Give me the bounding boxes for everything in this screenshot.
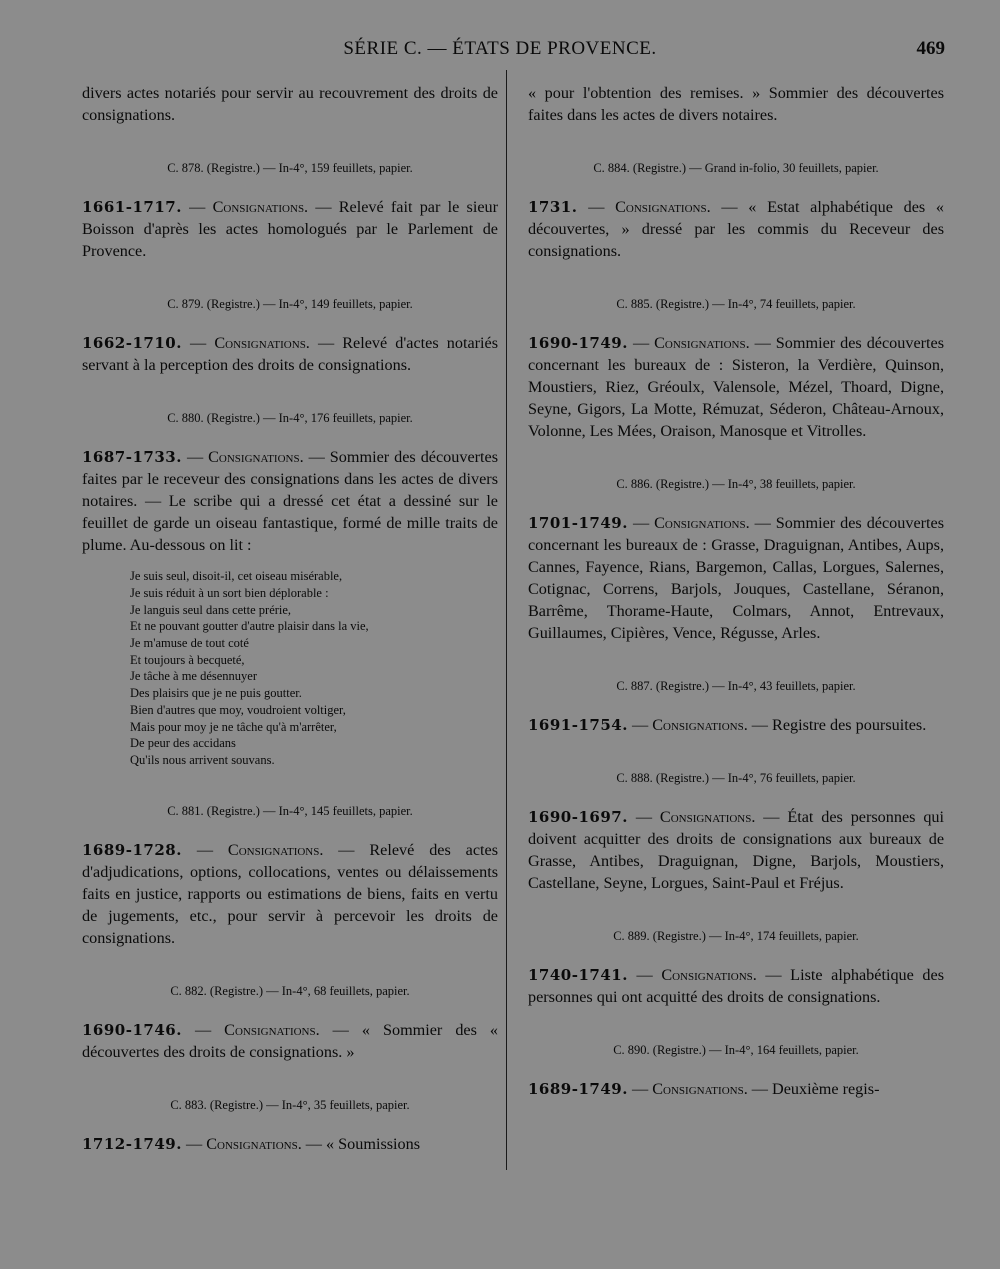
entry-dates: 1690-1749. bbox=[528, 334, 628, 353]
entry-body: 1689-1749. — Consignations. — Deuxième regis- bbox=[528, 1080, 880, 1099]
poem-line: Qu'ils nous arrivent souvans. bbox=[130, 752, 275, 767]
entry-category: Consignations. bbox=[659, 808, 756, 827]
entry-body: 1690-1697. — Consignations. — État des personnes qui doivent acquitter des droits de consignations aux bureaux de Grasse, Antibes, Draguignan, Digne, Barjols, Moustiers, Castellane, Seyne, Lorgues, Saint-Paul et Fréjus. bbox=[528, 808, 944, 893]
catalog-entry bbox=[528, 476, 944, 644]
entry-reference: C. 881. (Registre.) — In-4°, 145 feuillets, papier. bbox=[167, 803, 413, 818]
catalog-entry bbox=[528, 1042, 944, 1100]
catalog-entry bbox=[82, 983, 498, 1063]
continued-text: divers actes notariés pour servir au recouvrement des droits de consignations. bbox=[82, 84, 498, 125]
entry-dates: 1661-1717. bbox=[82, 198, 182, 217]
entry-text: — Deuxième regis- bbox=[747, 1080, 880, 1099]
right-column bbox=[528, 66, 944, 1100]
entry-reference: C. 880. (Registre.) — In-4°, 176 feuillets, papier. bbox=[167, 411, 413, 426]
entry-body: 1662-1710. — Consignations. — Relevé d'actes notariés servant à la perception des droits de consignations. bbox=[82, 334, 498, 375]
entry-body: 1691-1754. — Consignations. — Registre des poursuites. bbox=[528, 716, 927, 735]
entry-body: 1712-1749. — Consignations. — « Soumissions bbox=[82, 1134, 421, 1153]
entry-reference: C. 879. (Registre.) — In-4°, 149 feuillets, papier. bbox=[167, 297, 413, 312]
entry-category: Consignations. bbox=[615, 198, 711, 217]
entry-dates: 1712-1749. bbox=[82, 1134, 182, 1153]
catalog-entry bbox=[528, 770, 944, 894]
entry-dates: 1689-1749. bbox=[528, 1080, 628, 1099]
catalog-entry bbox=[528, 678, 944, 736]
entry-text: — « Soumissions bbox=[301, 1134, 421, 1153]
entry-reference: C. 878. (Registre.) — In-4°, 159 feuillets, papier. bbox=[167, 161, 413, 176]
poem bbox=[130, 568, 498, 768]
entry-dates: 1690-1746. bbox=[82, 1020, 182, 1039]
entry-body: 1731. — Consignations. — « Estat alphabétique des « découvertes, » dressé par les commis du Receveur des consignations. bbox=[528, 198, 944, 261]
entry-category: Consignations. bbox=[654, 514, 750, 533]
entry-body: 1740-1741. — Consignations. — Liste alphabétique des personnes qui ont acquitté des droits de consignations. bbox=[528, 966, 944, 1007]
entry-category: Consignations. bbox=[214, 334, 310, 353]
poem-line: Je m'amuse de tout coté bbox=[130, 636, 249, 650]
catalog-entry bbox=[82, 296, 498, 376]
entry-text: — Sommier des découvertes concernant les bureaux de : Sisteron, la Verdière, Quinson, Moustiers, Riez, Gréoulx, Valensole, Mézel, Thoard, Digne, Seyne, Gigors, La Motte, Rémuzat, Séderon, Château-Arnoux, Volonne, Les Mées, Oraison, Manosque et Vitrolles. bbox=[528, 334, 945, 441]
entry-dates: 1690-1697. bbox=[528, 808, 628, 827]
entry-reference: C. 887. (Registre.) — In-4°, 43 feuillets, papier. bbox=[616, 679, 856, 694]
entry-reference: C. 888. (Registre.) — In-4°, 76 feuillets, papier. bbox=[616, 771, 856, 786]
entry-body: 1689-1728. — Consignations. — Relevé des actes d'adjudications, options, collocations, ventes ou délaissements faits en justice, rapports ou estimations de biens, faits en vertu de jugements, etc., pour servir à percevoir les droits de consignations. bbox=[82, 840, 499, 947]
entry-category: Consignations. bbox=[206, 1134, 302, 1153]
entry-dates: 1662-1710. bbox=[82, 334, 182, 353]
continued-text: « pour l'obtention des remises. » Sommier des découvertes faites dans les actes de divers notaires. bbox=[528, 84, 944, 125]
entry-category: Consignations. bbox=[652, 716, 748, 735]
catalog-entry bbox=[82, 410, 498, 768]
entry-text: — « Sommier des « découvertes des droits de consignations. » bbox=[82, 1020, 498, 1061]
entry-category: Consignations. bbox=[661, 966, 757, 985]
entry-dates: 1701-1749. bbox=[528, 514, 628, 533]
poem-line: Bien d'autres que moy, voudroient voltiger, bbox=[130, 702, 346, 717]
poem-line: Mais pour moy je ne tâche qu'à m'arrêter, bbox=[130, 719, 337, 734]
poem-line: De peur des accidans bbox=[130, 736, 236, 751]
entry-category: Consignations. bbox=[227, 840, 324, 859]
column-divider bbox=[506, 70, 507, 1170]
entry-dates: 1689-1728. bbox=[82, 840, 182, 859]
entry-category: Consignations. bbox=[652, 1080, 748, 1099]
entry-dates: 1731. bbox=[528, 198, 578, 217]
poem-line: Je suis réduit à un sort bien déplorable : bbox=[130, 585, 329, 600]
entry-text: — Registre des poursuites. bbox=[747, 716, 927, 735]
poem-line: Et ne pouvant goutter d'autre plaisir dans la vie, bbox=[130, 619, 369, 634]
entry-category: Consignations. bbox=[212, 198, 309, 217]
entry-reference: C. 886. (Registre.) — In-4°, 38 feuillets, papier. bbox=[616, 477, 856, 492]
entry-text: — « Estat alphabétique des « découvertes, » dressé par les commis du Receveur des consignations. bbox=[528, 198, 944, 261]
page-header bbox=[0, 38, 1000, 64]
entry-reference: C. 889. (Registre.) — In-4°, 174 feuillets, papier. bbox=[613, 929, 859, 944]
entry-reference: C. 882. (Registre.) — In-4°, 68 feuillets, papier. bbox=[170, 983, 410, 998]
catalog-entry bbox=[82, 160, 498, 262]
entry-text: — Relevé d'actes notariés servant à la perception des droits de consignations. bbox=[82, 334, 498, 375]
entry-body: 1701-1749. — Consignations. — Sommier des découvertes concernant les bureaux de : Grasse, Draguignan, Antibes, Aups, Cannes, Fayence, Rians, Bargemon, Callas, Lorgues, Salernes, Cotignac, Correns, Barjols, Jouques, Castellane, Séranon, Barrême, Thorame-Haute, Colmars, Annot, Entrevaux, Guillaumes, Cipières, Vence, Régusse, Arles. bbox=[528, 514, 945, 643]
entry-dates: 1691-1754. bbox=[528, 716, 628, 735]
entry-dates: 1687-1733. bbox=[82, 448, 182, 467]
entry-dates: 1740-1741. bbox=[528, 966, 628, 985]
poem-line: Des plaisirs que je ne puis goutter. bbox=[130, 686, 302, 701]
entry-reference: C. 885. (Registre.) — In-4°, 74 feuillets, papier. bbox=[616, 297, 856, 312]
poem-line: Et toujours à becqueté, bbox=[130, 652, 245, 667]
entry-reference: C. 883. (Registre.) — In-4°, 35 feuillets, papier. bbox=[170, 1097, 410, 1112]
catalog-entry bbox=[82, 803, 498, 949]
page-number: 469 bbox=[916, 38, 945, 59]
entry-body: 1661-1717. — Consignations. — Relevé fait par le sieur Boisson d'après les actes homologués par le Parlement de Provence. bbox=[82, 198, 498, 261]
entry-text: — Liste alphabétique des personnes qui ont acquitté des droits de consignations. bbox=[528, 966, 944, 1007]
poem-line: Je languis seul dans cette prérie, bbox=[130, 602, 292, 617]
entry-body: 1690-1746. — Consignations. — « Sommier des « découvertes des droits de consignations. » bbox=[82, 1020, 498, 1061]
entry-text: — Relevé des actes d'adjudications, options, collocations, ventes ou délaissements faits en justice, rapports ou estimations de biens, faits en vertu de jugements, etc., pour servir à percevoir les droits de consignations. bbox=[82, 840, 499, 947]
poem-line: Je suis seul, disoit-il, cet oiseau misérable, bbox=[130, 569, 343, 584]
left-column bbox=[82, 66, 498, 1155]
catalog-entry bbox=[82, 1097, 498, 1155]
catalog-entry bbox=[528, 160, 944, 262]
entry-category: Consignations. bbox=[654, 334, 750, 353]
entry-text: — Relevé fait par le sieur Boisson d'après les actes homologués par le Parlement de Provence. bbox=[82, 198, 498, 261]
entry-reference: C. 890. (Registre.) — In-4°, 164 feuillets, papier. bbox=[613, 1043, 859, 1058]
entry-category: Consignations. bbox=[224, 1020, 320, 1039]
catalog-entry bbox=[528, 928, 944, 1008]
entry-body: 1690-1749. — Consignations. — Sommier des découvertes concernant les bureaux de : Sisteron, la Verdière, Quinson, Moustiers, Riez, Gréoulx, Valensole, Mézel, Thoard, Digne, Seyne, Gigors, La Motte, Rémuzat, Séderon, Château-Arnoux, Volonne, Les Mées, Oraison, Manosque et Vitrolles. bbox=[528, 334, 945, 441]
entry-body: 1687-1733. — Consignations. — Sommier des découvertes faites par le receveur des consignations dans les actes de divers notaires. — Le scribe qui a dressé cet état a dessiné sur le feuillet de garde un oiseau fantastique, formé de mille traits de plume. Au-dessous on lit : bbox=[82, 448, 499, 555]
poem-line: Je tâche à me désennuyer bbox=[130, 669, 258, 684]
entry-category: Consignations. bbox=[208, 448, 304, 467]
entry-text: — Sommier des découvertes faites par le receveur des consignations dans les actes de divers notaires. — Le scribe qui a dressé cet état a dessiné sur le feuillet de garde un oiseau fantastique, formé de mille traits de plume. Au-dessous on lit : bbox=[82, 448, 499, 555]
running-title: SÉRIE C. — ÉTATS DE PROVENCE. bbox=[343, 38, 657, 59]
entry-reference: C. 884. (Registre.) — Grand in-folio, 30 feuillets, papier. bbox=[593, 161, 879, 176]
entry-text: — Sommier des découvertes concernant les bureaux de : Grasse, Draguignan, Antibes, Aups, Cannes, Fayence, Rians, Bargemon, Callas, Lorgues, Salernes, Cotignac, Correns, Barjols, Jouques, Castellane, Séranon, Barrême, Thorame-Haute, Colmars, Annot, Entrevaux, Guillaumes, Cipières, Vence, Régusse, Arles. bbox=[528, 514, 945, 643]
catalog-entry bbox=[528, 296, 944, 442]
entry-text: — État des personnes qui doivent acquitter des droits de consignations aux bureaux de Grasse, Antibes, Draguignan, Digne, Barjols, Moustiers, Castellane, Seyne, Lorgues, Saint-Paul et Fréjus. bbox=[528, 808, 944, 893]
